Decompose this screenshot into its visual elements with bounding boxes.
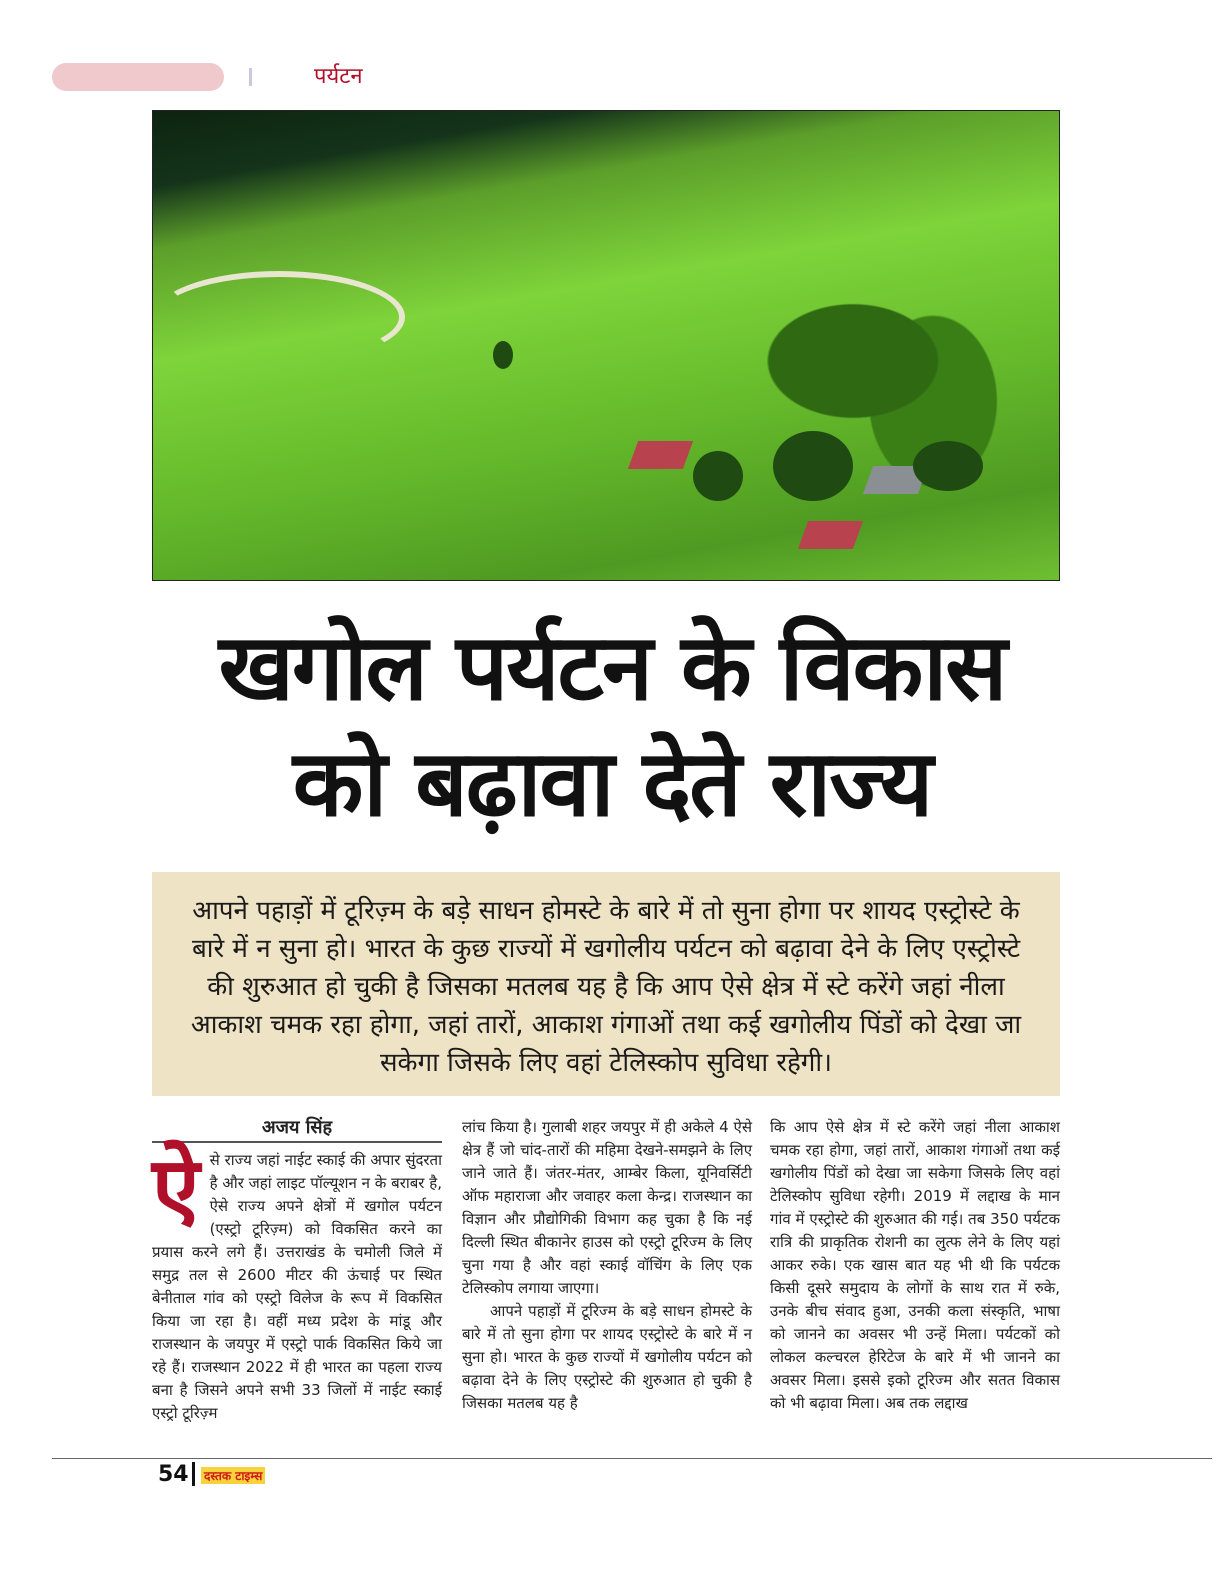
headline-line-2: को बढ़ावा देते राज्य — [292, 730, 932, 837]
footer-divider — [192, 1462, 195, 1486]
article-column-1 — [152, 1116, 442, 1425]
headline-line-1: खगोल पर्यटन के विकास — [218, 614, 1006, 721]
header-divider — [249, 68, 252, 86]
article-column-2 — [462, 1116, 752, 1415]
photo-tree — [773, 431, 853, 501]
section-label: पर्यटन — [314, 64, 363, 89]
photo-house — [628, 441, 693, 469]
header-pill — [52, 63, 224, 91]
photo-tree — [913, 441, 983, 491]
author-byline: अजय सिंह — [152, 1116, 442, 1143]
hero-photo-mountain-meadow — [152, 110, 1060, 581]
summary-box: आपने पहाड़ों में टूरिज़्म के बड़े साधन होमस्टे के बारे में तो सुना होगा पर शायद एस्ट्रोस्टे के बारे में न सुना हो। भारत के कुछ राज्यों में खगोलीय पर्यटन को बढ़ावा देने के लिए एस्ट्रोस्टे की शुरुआत हो चुकी है जिसका मतलब यह है कि आप ऐसे क्षेत्र में स्टे करेंगे जहां नीला आकाश चमक रहा होगा, जहां तारों, आकाश गंगाओं तथा कई खगोलीय पिंडों को देखा जा सकेगा जिसके लिए वहां टेलिस्कोप सुविधा रहेगी। — [152, 872, 1060, 1096]
photo-road — [153, 271, 405, 363]
drop-cap: ऐ — [152, 1139, 200, 1239]
column-3-text: कि आप ऐसे क्षेत्र में स्टे करेंगे जहां नीला आकाश चमक रहा होगा, जहां तारों, आकाश गंगाओं तथा कई खगोलीय पिंडों को देखा जा सकेगा जिसके लिए वहां टेलिस्कोप सुविधा रहेगी। 2019 में लद्दाख के मान गांव में एस्ट्रोस्टे की शुरुआत की गई। तब 350 पर्यटक रात्रि की प्राकृतिक रोशनी का लुत्फ लेने के लिए यहां आकर रुके। एक खास बात यह भी थी कि पर्यटक किसी दूसरे समुदाय के लोगों के साथ रात में रुके, उनके बीच संवाद हुआ, उनकी कला संस्कृति, भाषा को जानने का अवसर भी उन्हें मिला। पर्यटकों को लोकल कल्चरल हेरिटेज के बारे में भी जानने का अवसर मिला। इससे इको टूरिज्म और सतत विकास को भी बढ़ावा मिला। अब तक लद्दाख — [770, 1118, 1060, 1412]
photo-house — [798, 521, 863, 549]
magazine-logo: दस्तक टाइम्स — [201, 1467, 265, 1484]
column-1-text: से राज्य जहां नाईट स्काई की अपार सुंदरता है और जहां लाइट पॉल्यूशन न के बराबर है, ऐसे राज्य अपने क्षेत्रों में खगोल पर्यटन (एस्ट्रो टूरिज़्म) को विकसित करने का प्रयास करने लगे हैं। उत्तराखंड के चमोली जिले में समुद्र तल से 2600 मीटर की ऊंचाई पर स्थित बेनीताल गांव को एस्ट्रो विलेज के रूप में विकसित किया जा रहा है। वहीं मध्य प्रदेश के मांडू और राजस्थान के जयपुर में एस्ट्रो पार्क विकसित किये जा रहे हैं। राजस्थान 2022 में ही भारत का पहला राज्य बना है जिसने अपने सभी 33 जिलों में नाईट स्काई एस्ट्रो टूरिज़्म — [152, 1151, 442, 1422]
photo-tree — [693, 451, 743, 501]
footer-rule — [52, 1458, 1212, 1459]
column-2-paragraph-2: आपने पहाड़ों में टूरिज्म के बड़े साधन होमस्टे के बारे में तो सुना होगा पर शायद एस्ट्रोस्टे के बारे में न सुना हो। भारत के कुछ राज्यों में खगोलीय पर्यटन को बढ़ावा देने के लिए एस्ट्रोस्टे की शुरुआत हो चुकी है जिसका मतलब यह है — [462, 1302, 752, 1412]
article-column-3 — [770, 1116, 1060, 1415]
headline — [100, 610, 1124, 842]
page-number: 54 — [158, 1462, 189, 1487]
column-2-paragraph-1: लांच किया है। गुलाबी शहर जयपुर में ही अकेले 4 ऐसे क्षेत्र हैं जो चांद-तारों की महिमा देखने-समझने के लिए जाने जाते हैं। जंतर-मंतर, आम्बेर किला, यूनिवर्सिटी ऑफ महाराजा और जवाहर कला केन्द्र। राजस्थान का विज्ञान और प्रौद्योगिकी विभाग कह चुका है कि नई दिल्ली स्थित बीकानेर हाउस को एस्ट्रो टूरिज्म के लिए चुना गया है और वहां स्काई वॉचिंग के लिए एक टेलिस्कोप लगाया जाएगा। — [462, 1118, 752, 1297]
photo-tree — [493, 341, 513, 369]
